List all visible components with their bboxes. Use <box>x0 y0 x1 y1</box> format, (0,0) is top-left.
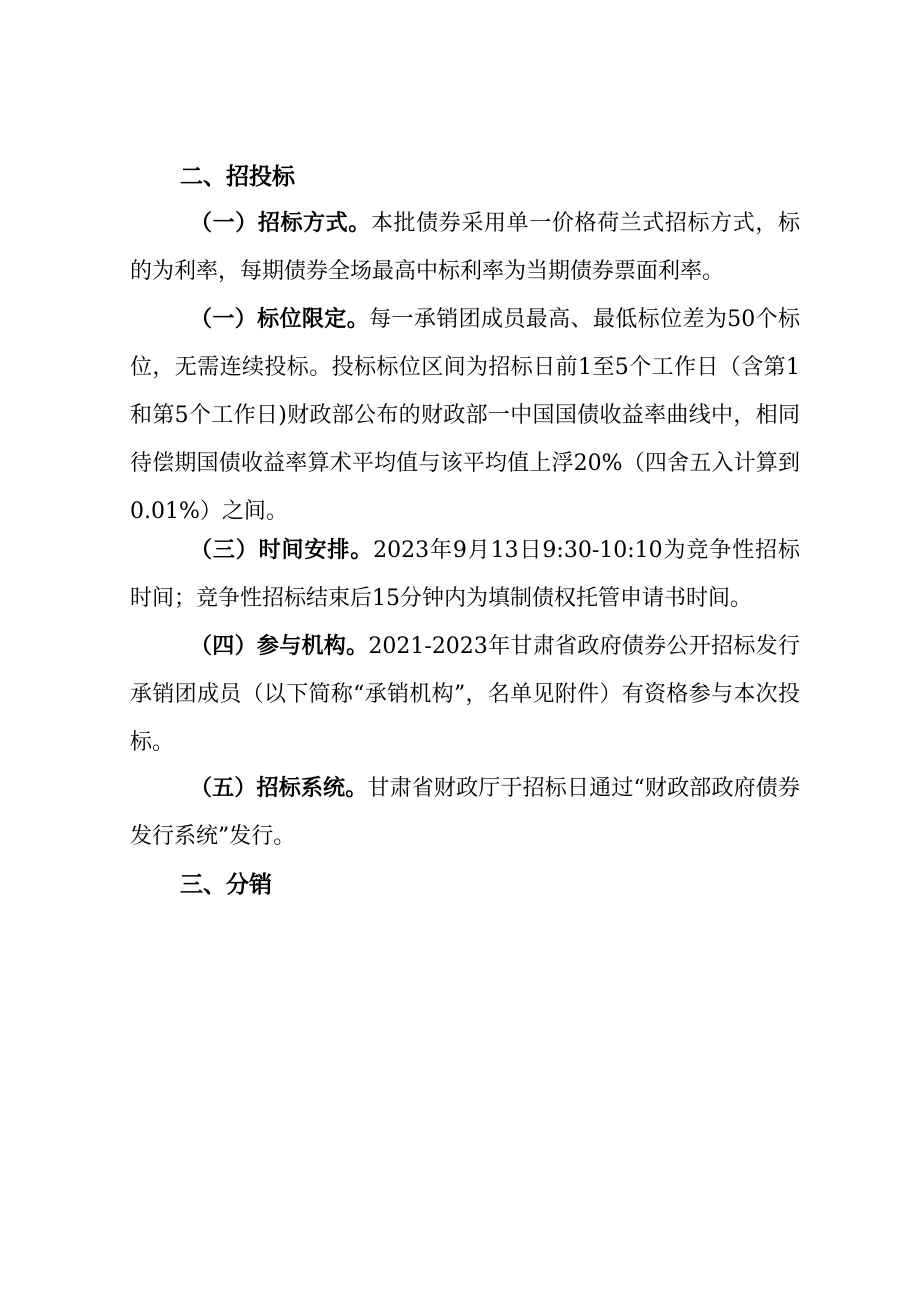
paragraph-text: 本批债券采用单一价格荷兰式招标方式，标的为利率，每期债券全场最高中标利率为当期债券票面利率。 <box>130 211 800 284</box>
paragraph-text: 甘肃省财政厅于招标日通过“财政部政府债券发行系统”发行。 <box>130 776 800 849</box>
paragraph-text: 每一承销团成员最高、最低标位差为50个标位，无需连续投标。投标标位区间为招标日前1至5个工作日（含第1和第5个工作日)财政部公布的财政部一中国国债收益率曲线中，相同待偿期国债收益率算术平均值与该平均值上浮20%（四舍五入计算到0.01%）之间。 <box>130 307 800 524</box>
paragraph-schedule <box>130 527 800 623</box>
paragraph-lead: （三）时间安排。 <box>190 538 374 563</box>
section-heading-distribution: 三、分销 <box>180 872 272 898</box>
section-heading-bidding: 二、招投标 <box>180 164 295 190</box>
paragraph-lead: （一）标位限定。 <box>190 307 370 332</box>
paragraph-lead: （五）招标系统。 <box>190 776 368 801</box>
paragraph-participants <box>130 623 800 767</box>
paragraph-text: 2021-2023年甘肃省政府债券公开招标发行承销团成员（以下简称“承销机构”，名单见附件）有资格参与本次投标。 <box>130 634 800 755</box>
paragraph-text: 2023年9月13日9:30-10:10为竞争性招标时间；竞争性招标结束后15分钟内为填制债权托管申请书时间。 <box>130 538 800 611</box>
paragraph-bidding-system <box>130 765 800 861</box>
paragraph-bidding-method <box>130 200 800 296</box>
paragraph-lead: （一）招标方式。 <box>190 211 371 236</box>
paragraph-lead: （四）参与机构。 <box>190 634 369 659</box>
paragraph-bid-limits <box>130 296 800 536</box>
